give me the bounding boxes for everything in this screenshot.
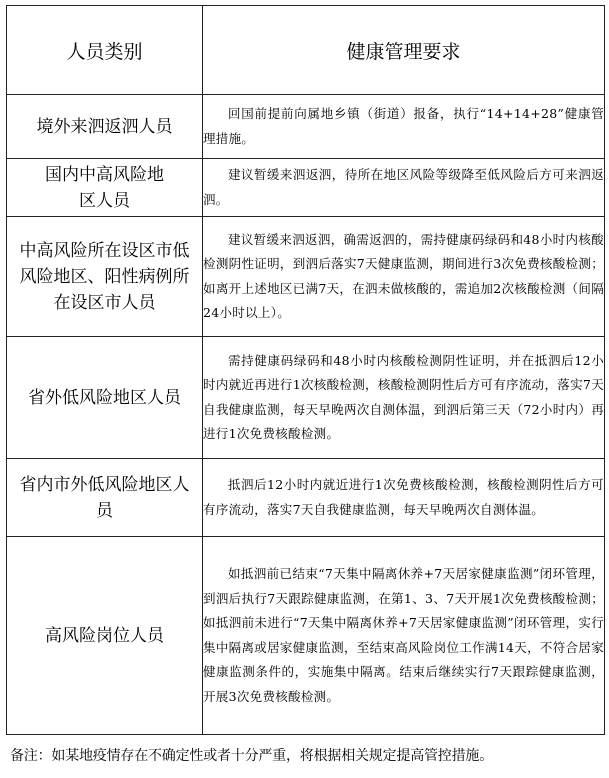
category-text: 国内中高风险地区人员 — [45, 164, 164, 211]
category-text: 中高风险所在设区市低风险地区、阳性病例所在设区市人员 — [19, 240, 190, 313]
table-row — [7, 159, 605, 217]
table-row — [7, 337, 605, 459]
requirement-text: 抵泗后12小时内就近进行1次免费核酸检测，核酸检测阴性后方可有序流动，落实7天自我健康监测，每天早晚两次自测体温。 — [203, 477, 604, 517]
row-category: 境外来泗返泗人员 — [7, 95, 203, 159]
row-category — [7, 459, 203, 537]
requirement-text: 需持健康码绿码和48小时内核酸检测阴性证明，并在抵泗后12小时内就近再进行1次核酸检测，核酸检测阴性后方可有序流动，落实7天自我健康监测，每天早晚两次自测体温，到泗后第三天（72小时内）再进行1次免费核酸检测。 — [203, 352, 604, 441]
row-requirement — [203, 95, 605, 159]
health-management-table — [6, 5, 605, 735]
row-category: 省外低风险地区人员 — [7, 337, 203, 459]
requirement-text: 回国前提前向属地乡镇（街道）报备，执行“14+14+28”健康管理措施。 — [203, 106, 604, 146]
row-category — [7, 217, 203, 337]
requirement-text: 如抵泗前已结束“7天集中隔离休养+7天居家健康监测”闭环管理，到泗后执行7天跟踪健康监测，在第1、3、7天开展1次免费核酸检测；如抵泗前未进行“7天集中隔离休养+7天居家健康监测”闭环管理，实行集中隔离或居家健康监测，至结束高风险岗位工作满14天，不符合居家健康监测条件的，实施集中隔离。结束后继续实行7天跟踪健康监测，开展3次免费核酸检测。 — [203, 566, 604, 704]
row-requirement — [203, 537, 605, 735]
table-row — [7, 459, 605, 537]
table-row — [7, 95, 605, 159]
table-header-row — [7, 6, 605, 95]
row-requirement — [203, 337, 605, 459]
footnote: 备注：如某地疫情存在不确定性或者十分严重，将根据相关规定提高管控措施。 — [10, 748, 493, 764]
row-category — [7, 159, 203, 217]
row-category: 高风险岗位人员 — [7, 537, 203, 735]
requirement-text: 建议暂缓来泗返泗，确需返泗的，需持健康码绿码和48小时内核酸检测阴性证明，到泗后落实7天健康监测，期间进行3次免费核酸检测；如离开上述地区已满7天，在泗未做核酸的，需追加2次核酸检测（间隔24小时以上）。 — [203, 231, 604, 320]
table-row — [7, 537, 605, 735]
row-requirement — [203, 459, 605, 537]
column-header-requirement: 健康管理要求 — [203, 6, 605, 95]
requirement-text: 建议暂缓来泗返泗，待所在地区风险等级降至低风险后方可来泗返泗。 — [203, 167, 604, 207]
table-row — [7, 217, 605, 337]
row-requirement — [203, 217, 605, 337]
category-text: 省内市外低风险地区人员 — [19, 474, 190, 521]
column-header-category: 人员类别 — [7, 6, 203, 95]
row-requirement — [203, 159, 605, 217]
